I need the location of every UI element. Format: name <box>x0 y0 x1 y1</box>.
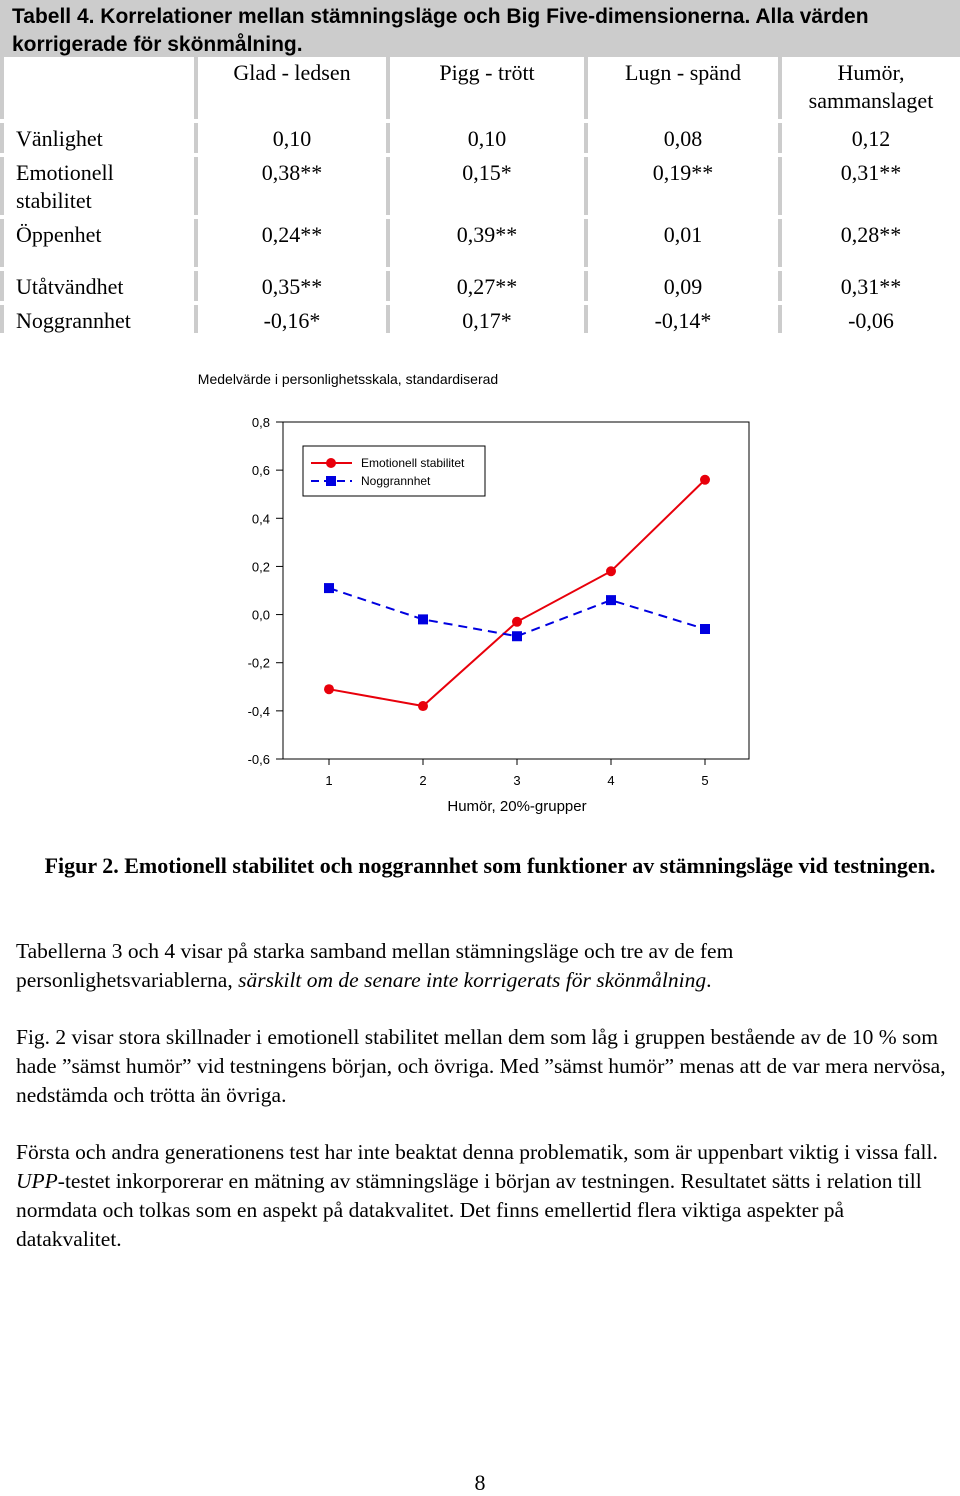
table-row <box>0 219 960 267</box>
table-cell: 0,35** <box>198 271 386 301</box>
y-tick-label: 0,8 <box>251 415 270 430</box>
y-tick-label: 0,4 <box>251 511 270 527</box>
series-line <box>329 480 705 706</box>
table-cell: 0,09 <box>588 271 778 301</box>
x-tick-label: 4 <box>607 773 615 788</box>
x-tick-label: 3 <box>513 773 521 788</box>
y-tick-label: 0,6 <box>251 463 270 479</box>
figure-caption: Figur 2. Emotionell stabilitet och noggrannhet som funktioner av stämningsläge vid testningen. <box>44 853 936 878</box>
table-cell: 0,17* <box>390 305 584 333</box>
legend-label: Emotionell stabilitet <box>361 456 465 470</box>
x-tick-label: 2 <box>419 773 427 788</box>
chart-legend <box>303 446 485 496</box>
series-line <box>329 588 705 636</box>
table-cell: 0,10 <box>390 123 584 153</box>
y-tick-label: -0,2 <box>247 655 270 671</box>
table-cell: Utåtvändhet <box>4 271 194 301</box>
table-row <box>0 305 960 333</box>
legend-marker <box>326 458 336 468</box>
x-axis-label: Humör, 20%-grupper <box>447 798 587 815</box>
legend-marker <box>326 476 336 486</box>
table-cell: 0,27** <box>390 271 584 301</box>
y-tick-label: -0,4 <box>247 703 270 719</box>
line-chart <box>0 360 960 840</box>
paragraph-italic: särskilt om de senare inte korrigerats för skönmålning <box>238 968 707 992</box>
legend-box <box>303 446 485 496</box>
paragraph-text: Första och andra generationens test har inte beaktat denna problematik, som är uppenbart viktig i vissa fall. <box>16 1140 938 1164</box>
table-cell: 0,39** <box>390 219 584 267</box>
table-cell: 0,08 <box>588 123 778 153</box>
table-cell: 0,31** <box>782 157 960 215</box>
page-number: 8 <box>474 1470 486 1495</box>
table-cell: -0,14* <box>588 305 778 333</box>
table-cell: 0,28** <box>782 219 960 267</box>
legend-label: Noggrannhet <box>361 474 431 488</box>
data-point <box>324 684 334 694</box>
table-header-cell: Humör, sammanslaget <box>782 57 960 119</box>
table-row <box>0 271 960 301</box>
table-cell: 0,12 <box>782 123 960 153</box>
paragraph-text: Tabellerna 3 och 4 visar på starka samband mellan stämningsläge och tre av de fem personlighetsvariablerna, <box>16 939 734 992</box>
x-axis <box>325 759 708 788</box>
data-point <box>418 614 428 624</box>
table-caption: Tabell 4. Korrelationer mellan stämningsläge och Big Five-dimensionerna. Alla värden korrigerade för skönmålning. <box>0 0 960 57</box>
data-point <box>700 624 710 634</box>
correlation-table <box>0 0 960 333</box>
table-cell: Emotionell stabilitet <box>4 157 194 215</box>
series-layer <box>324 475 710 711</box>
paragraph-text: . <box>706 968 712 992</box>
table-header-cell: Lugn - spänd <box>588 57 778 119</box>
data-point <box>606 566 616 576</box>
table-header-row <box>0 57 960 119</box>
table-row <box>0 157 960 215</box>
data-point <box>700 475 710 485</box>
data-point <box>324 583 334 593</box>
paragraph-text: -testet inkorporerar en mätning av stämningsläge i början av testningen. Resultatet sätts i relation till normdata och tolkas som en aspekt på datakvalitet. Det finns emellertid flera viktiga aspekter på datakvalitet. <box>16 1169 922 1251</box>
chart-title: Medelvärde i personlighetsskala, standardiserad <box>197 371 499 387</box>
data-point <box>606 595 616 605</box>
y-tick-label: -0,6 <box>247 752 270 767</box>
paragraph-italic: UPP <box>16 1169 58 1193</box>
table-cell: 0,15* <box>390 157 584 215</box>
body-paragraph: Fig. 2 visar stora skillnader i emotionell stabilitet mellan dem som låg i gruppen bestående av de 10 % som hade ”sämst humör” vid testningens början, och övriga. Med ”sämst humör” menas att de var mera nervösa, nedstämda och trötta än övriga. <box>16 1025 946 1107</box>
x-tick-label: 1 <box>325 773 333 788</box>
table-header-cell: Pigg - trött <box>390 57 584 119</box>
table-cell: Vänlighet <box>4 123 194 153</box>
table-header-cell: Glad - ledsen <box>198 57 386 119</box>
table-cell: 0,10 <box>198 123 386 153</box>
data-point <box>512 617 522 627</box>
table-row <box>0 123 960 153</box>
x-tick-label: 5 <box>701 773 709 788</box>
y-tick-label: 0,0 <box>251 607 270 623</box>
table-cell: 0,38** <box>198 157 386 215</box>
table-header-cell <box>4 57 194 119</box>
table-cell: 0,01 <box>588 219 778 267</box>
table-cell: Öppenhet <box>4 219 194 267</box>
table-cell: -0,06 <box>782 305 960 333</box>
data-point <box>418 701 428 711</box>
body-paragraph <box>16 1138 951 1254</box>
data-point <box>512 631 522 641</box>
table-cell: 0,31** <box>782 271 960 301</box>
y-tick-label: 0,2 <box>251 559 270 575</box>
table-cell: -0,16* <box>198 305 386 333</box>
table-cell: Noggrannhet <box>4 305 194 333</box>
table-cell: 0,19** <box>588 157 778 215</box>
body-paragraph <box>16 937 951 995</box>
y-axis <box>248 415 283 767</box>
table-cell: 0,24** <box>198 219 386 267</box>
